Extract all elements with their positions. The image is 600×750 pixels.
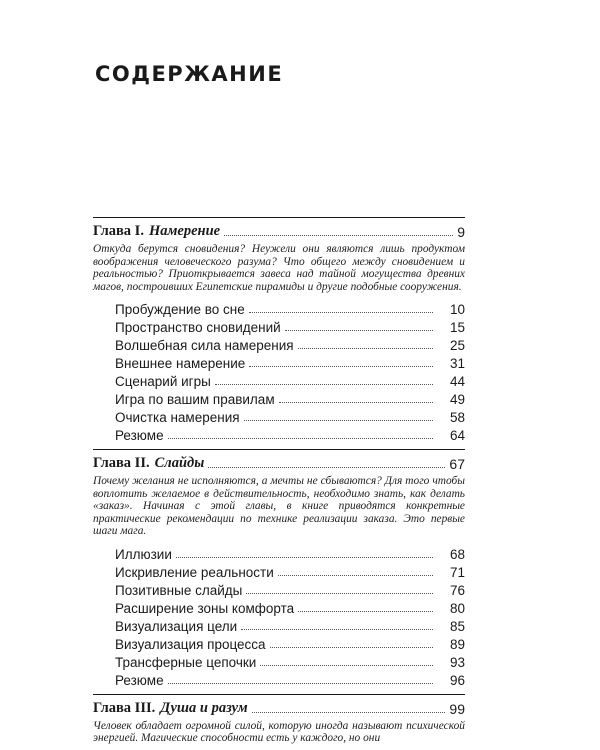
dot-leader <box>224 235 453 236</box>
toc-entry-title: Резюме <box>115 672 164 688</box>
toc-entry-title: Игра по вашим правилам <box>115 392 275 407</box>
toc-entry[interactable] <box>115 652 465 670</box>
dot-leader <box>285 330 433 331</box>
toc-entry-page: 25 <box>449 338 465 353</box>
toc-entry-page: 93 <box>449 654 465 670</box>
toc-entry-title: Расширение зоны комфорта <box>115 600 295 616</box>
toc-entry-page: 96 <box>449 672 465 688</box>
dot-leader <box>298 611 433 612</box>
page-title: СОДЕРЖАНИЕ <box>95 62 284 86</box>
chapter-3-page: 99 <box>449 700 465 717</box>
toc-entry[interactable] <box>115 598 465 616</box>
toc-entry[interactable] <box>115 407 465 425</box>
chapter-2-description: Почему желания не исполняются, а мечты не сбываются? Для того чтобы воплотить желаемое в действительность, необходимо знать, как делать «заказ». Начиная с этой главы, в книге приводятся конкретные практические рекомендации по технике реализации заказа. Это первые шаги мага. <box>93 475 465 537</box>
toc-entry-page: 85 <box>449 618 465 634</box>
toc-entry-page: 15 <box>449 320 465 335</box>
toc-entry-title: Визуализация процесса <box>115 636 266 652</box>
chapter-2-page: 67 <box>449 456 465 472</box>
chapter-1-label: Глава I. <box>93 223 144 239</box>
chapter-3-heading[interactable] <box>93 699 465 717</box>
toc-entry-page: 44 <box>449 374 465 389</box>
toc-entry-title: Волшебная сила намерения <box>115 338 294 353</box>
dot-leader <box>215 384 433 385</box>
toc-entry[interactable] <box>115 371 465 389</box>
toc-entry-page: 31 <box>449 356 465 371</box>
dot-leader <box>244 420 433 421</box>
dot-leader <box>270 647 433 648</box>
dot-leader <box>246 593 433 594</box>
toc-entry[interactable] <box>115 634 465 652</box>
dot-leader <box>278 575 433 576</box>
toc-entry[interactable] <box>115 299 465 317</box>
toc-entry[interactable] <box>115 580 465 598</box>
chapter-1-heading[interactable] <box>93 222 465 240</box>
toc-entry-page: 68 <box>449 546 465 562</box>
toc-entry[interactable] <box>115 562 465 580</box>
toc-entry-title: Визуализация цели <box>115 618 238 634</box>
dot-leader <box>241 629 433 630</box>
chapter-2-label: Глава II. <box>93 455 150 471</box>
toc-entry-title: Пробуждение во сне <box>115 302 245 317</box>
chapter-1-title: Намерение <box>148 223 221 239</box>
toc-entry[interactable] <box>115 425 465 443</box>
toc-entry[interactable] <box>115 335 465 353</box>
toc-entry-title: Сценарий игры <box>115 374 211 389</box>
toc-entry-title: Искривление реальности <box>115 564 274 580</box>
dot-leader <box>168 683 433 684</box>
dot-leader <box>279 402 433 403</box>
toc-entry-page: 10 <box>449 302 465 317</box>
chapter-1-description: Откуда берутся сновидения? Неужели они являются лишь продуктом воображения человеческого разума? Что общего между сновидением и реальностью? Приоткрывается завеса над тайной могущества древних магов, построивших Египетские пирамиды и другие подобные сооружения. <box>93 243 465 293</box>
dot-leader <box>208 467 445 468</box>
dot-leader <box>260 665 433 666</box>
toc-entry-page: 89 <box>449 636 465 652</box>
chapter-3-label: Глава III. <box>93 699 156 716</box>
toc-entry-page: 80 <box>449 600 465 616</box>
toc-entry-title: Позитивные слайды <box>115 582 243 598</box>
chapter-2-heading[interactable] <box>93 454 465 472</box>
chapter-2-entries <box>93 544 465 688</box>
chapter-3 <box>93 694 465 745</box>
toc-entry-page: 49 <box>449 392 465 407</box>
toc-entry-title: Очистка намерения <box>115 410 240 425</box>
toc-entry[interactable] <box>115 353 465 371</box>
dot-leader <box>168 438 433 439</box>
chapter-2 <box>93 449 465 688</box>
toc-entry[interactable] <box>115 670 465 688</box>
toc-entry-page: 71 <box>449 564 465 580</box>
toc-entry-title: Резюме <box>115 428 164 443</box>
dot-leader <box>249 312 433 313</box>
toc-entry-page: 76 <box>449 582 465 598</box>
chapter-3-description: Человек обладает огромной силой, которую иногда называют психической энергией. Магические способности есть у каждого, но они <box>93 719 465 744</box>
toc-entry[interactable] <box>115 317 465 335</box>
toc-entry-title: Пространство сновидений <box>115 320 281 335</box>
toc-entry[interactable] <box>115 616 465 634</box>
toc-entry-title: Внешнее намерение <box>115 356 246 371</box>
toc-entry-page: 64 <box>449 428 465 443</box>
dot-leader <box>298 348 433 349</box>
table-of-contents <box>93 217 465 750</box>
toc-entry[interactable] <box>115 389 465 407</box>
toc-entry-title: Трансферные цепочки <box>115 654 257 670</box>
chapter-1-entries <box>93 299 465 443</box>
dot-leader <box>249 366 433 367</box>
toc-entry-title: Иллюзии <box>115 546 172 562</box>
toc-entry-page: 58 <box>449 410 465 425</box>
toc-entry[interactable] <box>115 544 465 562</box>
dot-leader <box>176 557 433 558</box>
dot-leader <box>252 712 446 713</box>
chapter-2-title: Слайды <box>154 455 205 471</box>
chapter-3-title: Душа и разум <box>160 699 248 716</box>
chapter-1-page: 9 <box>457 224 465 240</box>
chapter-1 <box>93 217 465 443</box>
